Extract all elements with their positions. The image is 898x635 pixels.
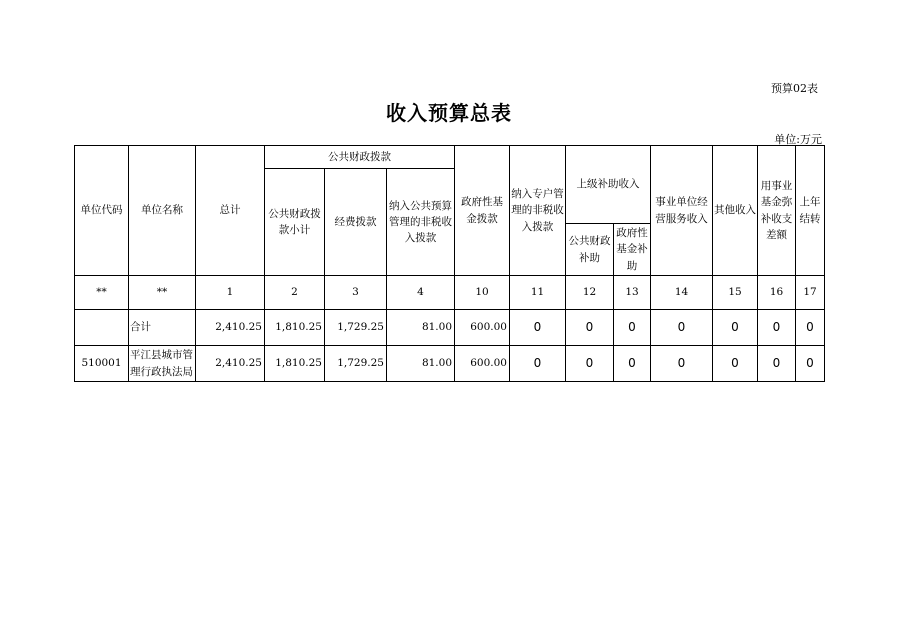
cell-code: 510001 — [75, 346, 129, 382]
cell-other: 0 — [713, 310, 758, 346]
cell-non-tax: 81.00 — [387, 346, 455, 382]
index-cell: 4 — [387, 276, 455, 310]
cell-name: 合计 — [129, 310, 196, 346]
header-total: 总计 — [196, 146, 265, 276]
cell-special: 0 — [510, 310, 566, 346]
cell-subtotal: 1,810.25 — [265, 346, 325, 382]
cell-pub-subsidy: 0 — [566, 310, 614, 346]
cell-operating: 1,729.25 — [325, 346, 387, 382]
cell-subtotal: 1,810.25 — [265, 310, 325, 346]
cell-operating: 1,729.25 — [325, 310, 387, 346]
index-cell: 16 — [758, 276, 796, 310]
cell-pub-subsidy: 0 — [566, 346, 614, 382]
header-business-income: 事业单位经营服务收入 — [651, 146, 713, 276]
header-operating-funds: 经费拨款 — [325, 169, 387, 276]
income-budget-table — [74, 145, 825, 382]
index-cell: 11 — [510, 276, 566, 310]
header-superior-subsidy-group: 上级补助收入 — [566, 146, 651, 224]
cell-total: 2,410.25 — [196, 310, 265, 346]
header-public-finance-subsidy: 公共财政补助 — [566, 224, 614, 276]
index-cell: 2 — [265, 276, 325, 310]
cell-total: 2,410.25 — [196, 346, 265, 382]
cell-non-tax: 81.00 — [387, 310, 455, 346]
header-fund-makeup: 用事业基金弥补收支差额 — [758, 146, 796, 276]
table-row-total — [75, 310, 825, 346]
cell-gov-subsidy: 0 — [614, 346, 651, 382]
header-gov-fund-subsidy: 政府性基金补助 — [614, 224, 651, 276]
header-unit-code: 单位代码 — [75, 146, 129, 276]
header-public-finance-group: 公共财政拨款 — [265, 146, 455, 169]
index-cell: 14 — [651, 276, 713, 310]
cell-business: 0 — [651, 310, 713, 346]
form-number: 预算02表 — [771, 82, 818, 95]
index-cell: 15 — [713, 276, 758, 310]
cell-business: 0 — [651, 346, 713, 382]
page-title: 收入预算总表 — [386, 101, 512, 125]
header-gov-fund: 政府性基金拨款 — [455, 146, 510, 276]
header-public-finance-subtotal: 公共财政拨款小计 — [265, 169, 325, 276]
cell-code — [75, 310, 129, 346]
cell-name: 平江县城市管理行政执法局 — [129, 346, 196, 382]
cell-carryover: 0 — [796, 346, 825, 382]
table-row-unit — [75, 346, 825, 382]
index-cell: 17 — [796, 276, 825, 310]
cell-special: 0 — [510, 346, 566, 382]
index-cell: 3 — [325, 276, 387, 310]
cell-other: 0 — [713, 346, 758, 382]
header-non-tax-income: 纳入公共预算管理的非税收入拨款 — [387, 169, 455, 276]
cell-gov-subsidy: 0 — [614, 310, 651, 346]
index-cell: 12 — [566, 276, 614, 310]
index-cell: 10 — [455, 276, 510, 310]
index-cell: 1 — [196, 276, 265, 310]
cell-makeup: 0 — [758, 310, 796, 346]
unit-label: 单位:万元 — [774, 133, 822, 146]
index-cell: ** — [75, 276, 129, 310]
cell-makeup: 0 — [758, 346, 796, 382]
header-unit-name: 单位名称 — [129, 146, 196, 276]
header-carryover: 上年结转 — [796, 146, 825, 276]
header-special-account: 纳入专户管理的非税收入拨款 — [510, 146, 566, 276]
index-cell: 13 — [614, 276, 651, 310]
cell-carryover: 0 — [796, 310, 825, 346]
index-cell: ** — [129, 276, 196, 310]
cell-gov-fund: 600.00 — [455, 310, 510, 346]
cell-gov-fund: 600.00 — [455, 346, 510, 382]
header-other-income: 其他收入 — [713, 146, 758, 276]
index-row — [75, 276, 825, 310]
